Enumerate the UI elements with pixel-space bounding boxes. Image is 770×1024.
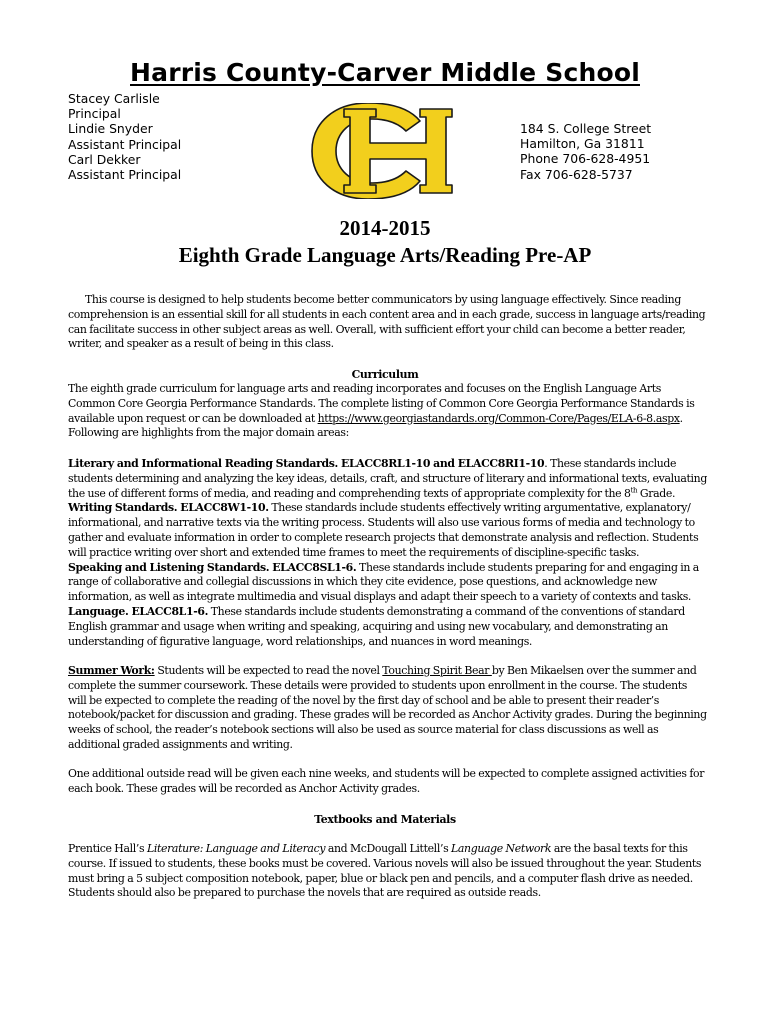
standard-text: These standards include students effectively writing argumentative, explanatory/ informational, and narrative texts via the writing process. Students will also use various forms of media and technology to gather and evaluate information in order to complete research projects that demonstrate analysis and reflection. Students will practice writing over short and extended time frames to meet the requirements of discipline-specific tasks. <box>68 501 699 559</box>
summer-work-text: Students will be expected to read the novel <box>154 664 383 677</box>
materials-text-2: and McDougall Littell’s <box>325 842 452 855</box>
school-address <box>520 121 651 182</box>
materials-text: Prentice Hall’s <box>68 842 147 855</box>
textbooks-heading: Textbooks and Materials <box>314 813 456 826</box>
school-year: 2014-2015 <box>339 216 431 240</box>
materials-text-3: are the basal texts for this course. If issued to students, these books must be covered. Various novels will also be issued throughout the year. Students must bring a 5 subject composition notebook, paper, blue or black pen and pencils, and a computer flash drive as needed. Students should also be prepared to purchase the novels that are required as outside reads. <box>68 842 702 900</box>
staff-line: Assistant Principal <box>68 136 182 152</box>
staff-line: Stacey Carlisle <box>68 91 160 106</box>
standard-text: . These standards include students determining and analyzing the key ideas, details, craft, and structure of literary and informational texts, evaluating the use of different forms of media, and reading and comprehending texts of appropriate complexity for the 8 <box>68 457 707 500</box>
address-line: 184 S. College Street <box>520 121 652 136</box>
ordinal-suffix: th <box>630 485 638 494</box>
hc-monogram-logo-icon <box>304 103 492 199</box>
address-line: Fax 706-628-5737 <box>520 166 633 182</box>
textbook-title: Literature: Language and Literacy <box>146 842 326 855</box>
curriculum-text-end: . Following are highlights from the major domain areas: <box>68 411 683 440</box>
summer-work-label: Summer Work: <box>68 664 155 677</box>
standard-text-end: Grade. <box>637 486 676 500</box>
standard-label: Speaking and Listening Standards. ELACC8SL1-6. <box>68 560 357 574</box>
address-line: Hamilton, Ga 31811 <box>520 136 645 152</box>
standard-label: Language. ELACC8L1-6. <box>68 604 209 618</box>
standard-text: These standards include students preparing for and engaging in a range of collaborative and collegial discussions in which they cite evidence, pose questions, and acknowledge new information, as well as integrate multimedia and visual displays and adapt their speech to a variety of contexts and tasks. <box>68 560 699 604</box>
staff-line: Assistant Principal <box>68 167 182 183</box>
reading-standards-item <box>68 457 708 501</box>
staff-line: Lindie Snyder <box>68 121 153 137</box>
school-name-title: Harris County-Carver Middle School <box>130 58 640 87</box>
novel-title: Touching Spirit Bear <box>382 664 492 677</box>
language-standards-item <box>68 605 708 649</box>
summer-work-text-2: by Ben Mikaelsen over the summer and complete the summer coursework. These details were provided to students upon enrollment in the course. The students will be expected to complete the reading of the novel by the first day of school and be able to present their reader’s notebook/packet for discussion and grading. These grades will be recorded as Anchor Activity grades. During the beginning weeks of school, the reader’s notebook sections will also be used as source material for class discussions as well as additional graded assignments and writing. <box>68 664 707 751</box>
summer-work-paragraph <box>68 664 708 753</box>
staff-line: Principal <box>68 106 121 122</box>
staff-list <box>68 91 181 182</box>
standards-list <box>68 457 708 649</box>
writing-standards-item <box>68 501 708 560</box>
address-line: Phone 706-628-4951 <box>520 151 651 167</box>
standard-text: These standards include students demonstrating a command of the conventions of standard English grammar and usage when writing and speaking, acquiring and using new vocabulary, and demonstrating an understanding of figurative language, word relationships, and nuances in word meanings. <box>68 604 685 648</box>
standard-label: Literary and Informational Reading Standards. ELACC8RL1-10 and ELACC8RI1-10 <box>68 457 545 470</box>
curriculum-text: The eighth grade curriculum for language arts and reading incorporates and focuses on the English Language Arts Common Core Georgia Performance Standards. The complete listing of Common Core Georgia Performance Standards is available upon request or can be downloaded at <box>68 382 695 425</box>
curriculum-paragraph <box>68 382 708 441</box>
course-title: Eighth Grade Language Arts/Reading Pre-AP <box>178 243 592 267</box>
standard-label: Writing Standards. ELACC8W1-10. <box>68 501 269 515</box>
speaking-standards-item <box>68 561 708 605</box>
staff-line: Carl Dekker <box>68 151 141 167</box>
curriculum-heading: Curriculum <box>351 368 419 381</box>
textbook-title: Language Network <box>451 842 552 855</box>
georgia-standards-link[interactable]: https://www.georgiastandards.org/Common-Core/Pages/ELA-6-8.aspx <box>317 411 680 425</box>
outside-read-paragraph: One additional outside read will be given each nine weeks, and students will be expected to complete assigned activities for each book. These grades will be recorded as Anchor Activity grades. <box>68 767 705 795</box>
intro-paragraph: This course is designed to help students become better communicators by using language effectively. Since reading comprehension is an essential skill for all students in each content area and in each grade, success in language arts/reading can facilitate success in other subject areas as well. Overall, with sufficient effort your child can become a better reader, writer, and speaker as a result of being in this class. <box>68 293 706 351</box>
materials-paragraph <box>68 842 708 901</box>
